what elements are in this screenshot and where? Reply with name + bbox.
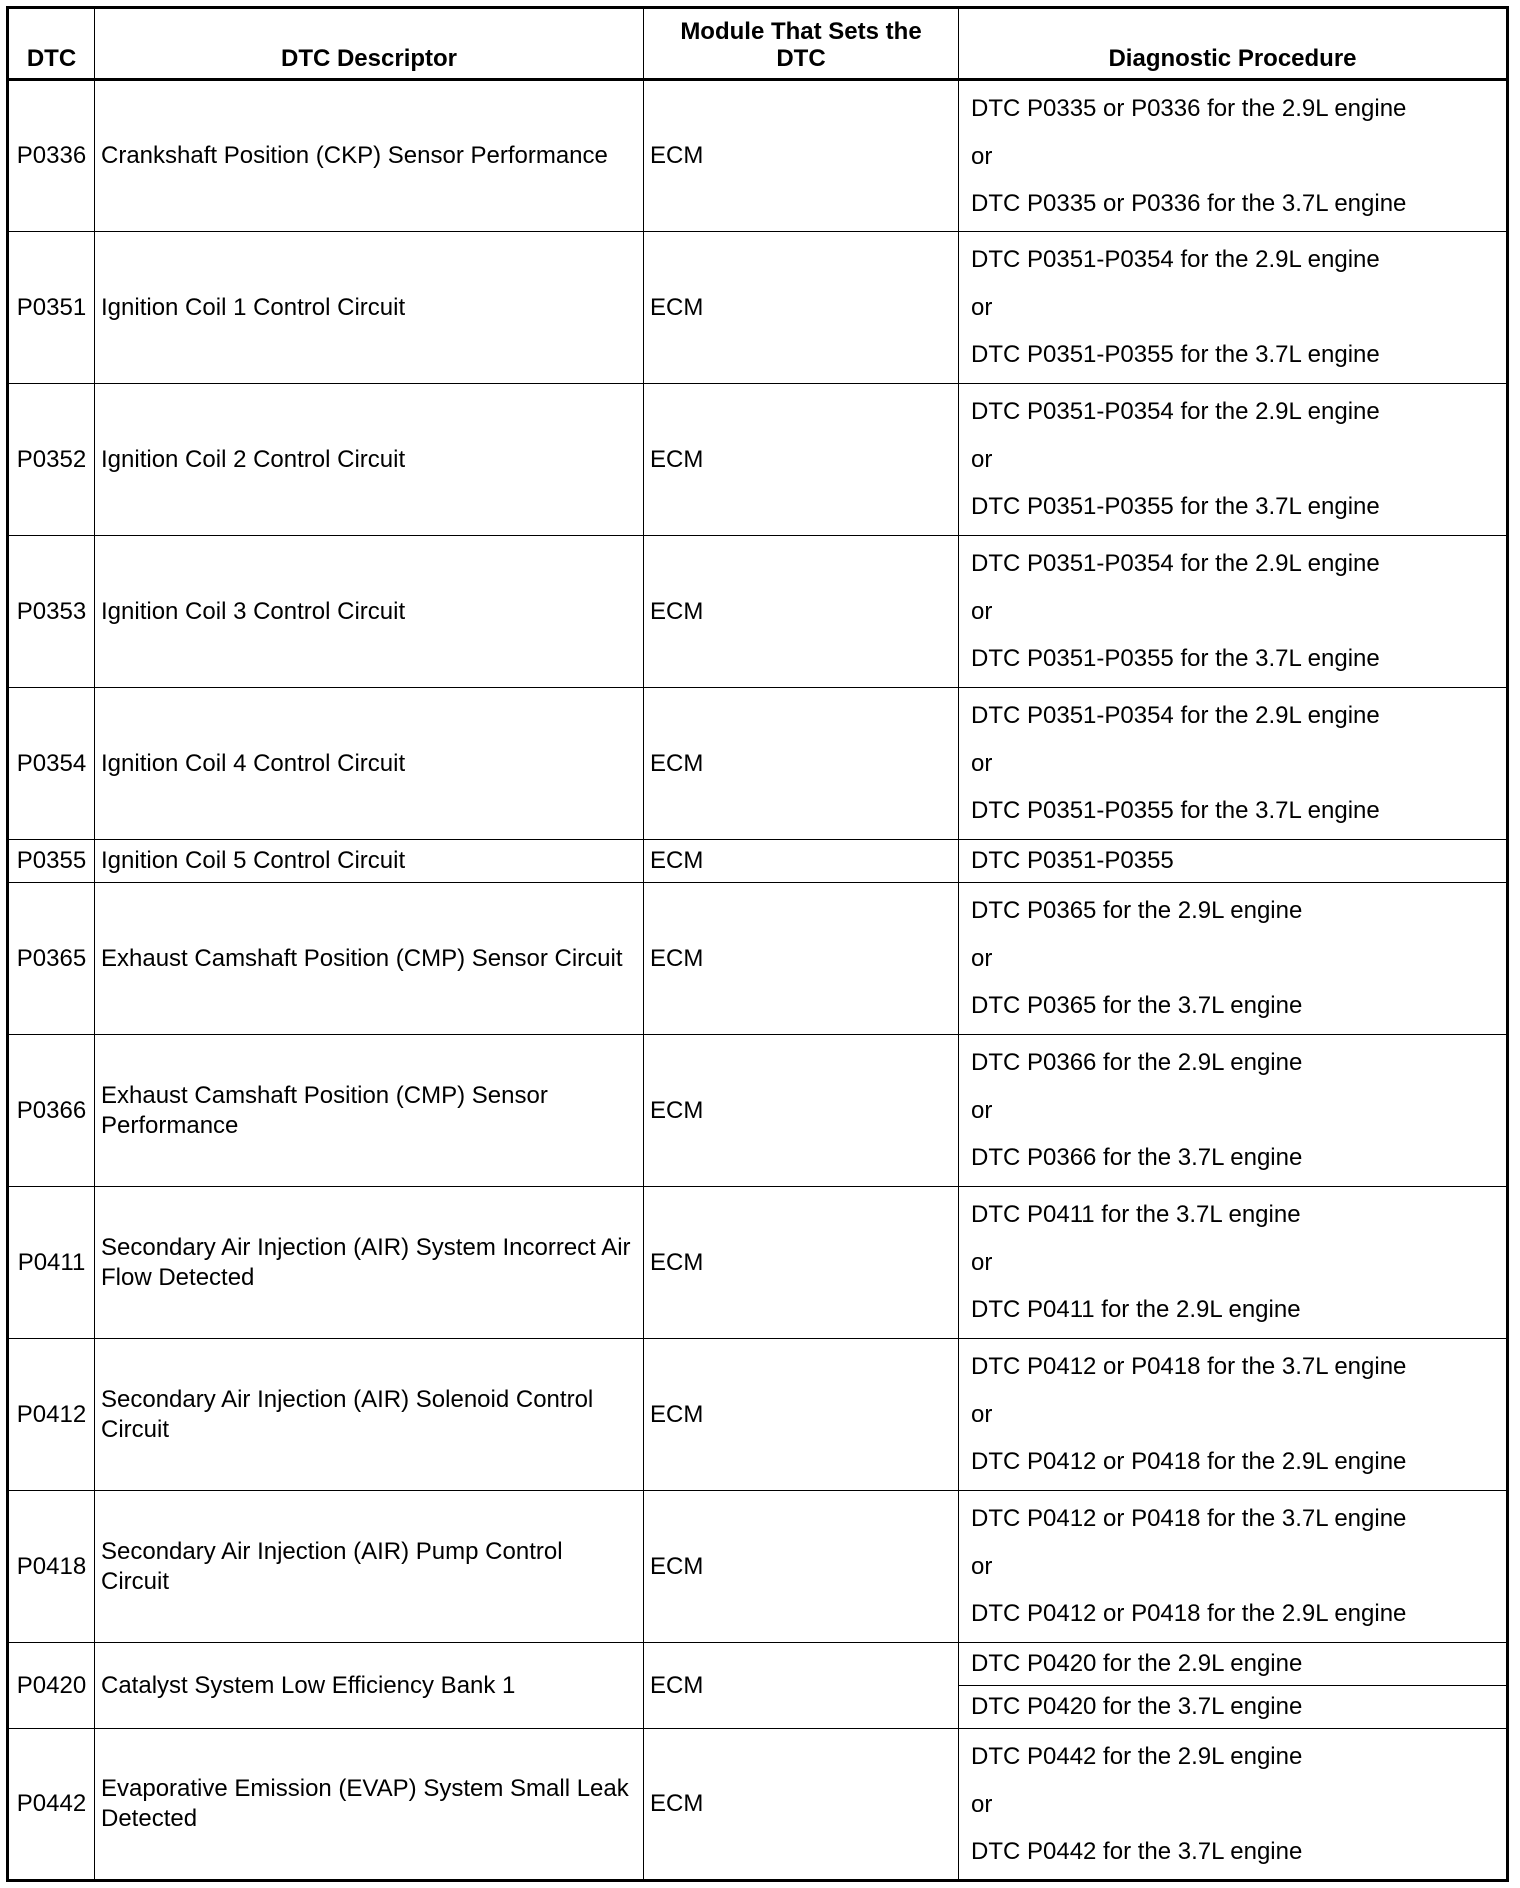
module-cell: ECM <box>644 536 959 688</box>
procedure-line: or <box>971 945 993 972</box>
procedure-line: DTC P0442 for the 2.9L engine <box>971 1742 1303 1770</box>
dtc-code-cell: P0365 <box>8 883 95 1035</box>
diagnostic-procedure-cell <box>959 1686 1508 1729</box>
dtc-descriptor-cell: Secondary Air Injection (AIR) Pump Control Circuit <box>95 1491 644 1643</box>
procedure-line: or <box>971 598 993 625</box>
diagnostic-procedure-cell <box>959 1187 1508 1339</box>
table-row <box>8 1729 1508 1881</box>
procedure-line: DTC P0351-P0354 for the 2.9L engine <box>971 398 1380 425</box>
procedure-line: DTC P0351-P0355 <box>971 847 1174 874</box>
procedure-line: DTC P0412 or P0418 for the 2.9L engine <box>971 1448 1407 1475</box>
table-row <box>8 1035 1508 1187</box>
table-row <box>8 232 1508 384</box>
procedure-line: DTC P0420 for the 2.9L engine <box>971 1650 1303 1677</box>
dtc-descriptor-cell: Evaporative Emission (EVAP) System Small Leak Detected <box>95 1729 644 1881</box>
procedure-line: DTC P0351-P0354 for the 2.9L engine <box>971 246 1380 273</box>
procedure-line: or <box>971 1790 993 1818</box>
procedure-line: DTC P0351-P0354 for the 2.9L engine <box>971 550 1380 577</box>
dtc-descriptor-cell: Ignition Coil 2 Control Circuit <box>95 384 644 536</box>
dtc-code-cell: P0411 <box>8 1187 95 1339</box>
procedure-line: DTC P0412 or P0418 for the 3.7L engine <box>971 1353 1407 1380</box>
procedure-line: DTC P0351-P0354 for the 2.9L engine <box>971 702 1380 729</box>
table-row <box>8 1187 1508 1339</box>
procedure-line: DTC P0351-P0355 for the 3.7L engine <box>971 797 1380 824</box>
procedure-line: DTC P0366 for the 2.9L engine <box>971 1049 1303 1076</box>
dtc-descriptor-cell: Ignition Coil 5 Control Circuit <box>95 840 644 883</box>
dtc-descriptor-cell: Ignition Coil 4 Control Circuit <box>95 688 644 840</box>
procedure-line: DTC P0351-P0355 for the 3.7L engine <box>971 341 1380 368</box>
table-row <box>8 840 1508 883</box>
dtc-code-cell: P0351 <box>8 232 95 384</box>
header-procedure: Diagnostic Procedure <box>959 8 1508 80</box>
diagnostic-procedure-cell <box>959 840 1508 883</box>
dtc-descriptor-cell: Ignition Coil 1 Control Circuit <box>95 232 644 384</box>
dtc-descriptor-cell: Secondary Air Injection (AIR) System Incorrect Air Flow Detected <box>95 1187 644 1339</box>
header-module-line2: DTC <box>776 45 826 72</box>
module-cell: ECM <box>644 883 959 1035</box>
procedure-line: DTC P0442 for the 3.7L engine <box>971 1837 1303 1865</box>
dtc-code-cell: P0418 <box>8 1491 95 1643</box>
diagnostic-procedure-cell <box>959 232 1508 384</box>
procedure-line: or <box>971 294 993 321</box>
table-row <box>8 1339 1508 1491</box>
table-header <box>8 8 1508 80</box>
diagnostic-procedure-cell <box>959 80 1508 232</box>
dtc-descriptor-cell: Exhaust Camshaft Position (CMP) Sensor Circuit <box>95 883 644 1035</box>
module-cell: ECM <box>644 1339 959 1491</box>
dtc-descriptor-cell: Secondary Air Injection (AIR) Solenoid Control Circuit <box>95 1339 644 1491</box>
procedure-line: DTC P0366 for the 3.7L engine <box>971 1144 1303 1171</box>
procedure-line: DTC P0351-P0355 for the 3.7L engine <box>971 493 1380 520</box>
module-cell: ECM <box>644 384 959 536</box>
procedure-line: or <box>971 446 993 473</box>
module-cell: ECM <box>644 1187 959 1339</box>
dtc-code-cell: P0352 <box>8 384 95 536</box>
table-row <box>8 688 1508 840</box>
procedure-line: DTC P0365 for the 2.9L engine <box>971 897 1303 924</box>
diagnostic-procedure-cell <box>959 384 1508 536</box>
diagnostic-procedure-cell <box>959 688 1508 840</box>
procedure-line: or <box>971 1553 993 1580</box>
dtc-descriptor-cell: Exhaust Camshaft Position (CMP) Sensor Performance <box>95 1035 644 1187</box>
procedure-line: DTC P0411 for the 2.9L engine <box>971 1296 1301 1323</box>
dtc-code-cell: P0366 <box>8 1035 95 1187</box>
diagnostic-procedure-cell <box>959 1643 1508 1686</box>
procedure-line: DTC P0420 for the 3.7L engine <box>971 1693 1303 1720</box>
diagnostic-procedure-cell <box>959 536 1508 688</box>
dtc-code-cell: P0442 <box>8 1729 95 1881</box>
dtc-code-cell: P0354 <box>8 688 95 840</box>
procedure-line: DTC P0412 or P0418 for the 2.9L engine <box>971 1600 1407 1627</box>
header-dtc: DTC <box>8 8 95 80</box>
procedure-line: or <box>971 1097 993 1124</box>
header-module-line1: Module That Sets the <box>680 18 922 45</box>
dtc-table <box>6 6 1509 1882</box>
procedure-line: or <box>971 142 993 170</box>
header-module <box>644 8 959 80</box>
procedure-line: DTC P0411 for the 3.7L engine <box>971 1201 1301 1228</box>
dtc-descriptor-cell: Crankshaft Position (CKP) Sensor Performance <box>95 80 644 232</box>
procedure-line: or <box>971 1249 993 1276</box>
procedure-line: DTC P0335 or P0336 for the 2.9L engine <box>971 94 1407 122</box>
procedure-line: or <box>971 1401 993 1428</box>
table-row <box>8 536 1508 688</box>
module-cell: ECM <box>644 688 959 840</box>
table-row <box>8 1491 1508 1643</box>
table-row <box>8 384 1508 536</box>
module-cell: ECM <box>644 1643 959 1729</box>
header-descriptor: DTC Descriptor <box>95 8 644 80</box>
dtc-code-cell: P0336 <box>8 80 95 232</box>
table-row <box>8 1643 1508 1686</box>
module-cell: ECM <box>644 840 959 883</box>
dtc-descriptor-cell: Catalyst System Low Efficiency Bank 1 <box>95 1643 644 1729</box>
dtc-code-cell: P0420 <box>8 1643 95 1729</box>
procedure-line: DTC P0351-P0355 for the 3.7L engine <box>971 645 1380 672</box>
diagnostic-procedure-cell <box>959 1491 1508 1643</box>
dtc-descriptor-cell: Ignition Coil 3 Control Circuit <box>95 536 644 688</box>
diagnostic-procedure-cell <box>959 883 1508 1035</box>
dtc-code-cell: P0353 <box>8 536 95 688</box>
header-row <box>8 8 1508 80</box>
table-row <box>8 883 1508 1035</box>
diagnostic-procedure-cell <box>959 1035 1508 1187</box>
dtc-code-cell: P0412 <box>8 1339 95 1491</box>
table-row <box>8 80 1508 232</box>
module-cell: ECM <box>644 80 959 232</box>
procedure-line: DTC P0412 or P0418 for the 3.7L engine <box>971 1505 1407 1532</box>
procedure-line: DTC P0335 or P0336 for the 3.7L engine <box>971 189 1407 217</box>
procedure-line: or <box>971 750 993 777</box>
diagnostic-procedure-cell <box>959 1729 1508 1881</box>
table-body <box>8 80 1508 1881</box>
module-cell: ECM <box>644 1729 959 1881</box>
module-cell: ECM <box>644 1035 959 1187</box>
dtc-code-cell: P0355 <box>8 840 95 883</box>
diagnostic-procedure-cell <box>959 1339 1508 1491</box>
procedure-line: DTC P0365 for the 3.7L engine <box>971 992 1303 1019</box>
module-cell: ECM <box>644 1491 959 1643</box>
module-cell: ECM <box>644 232 959 384</box>
